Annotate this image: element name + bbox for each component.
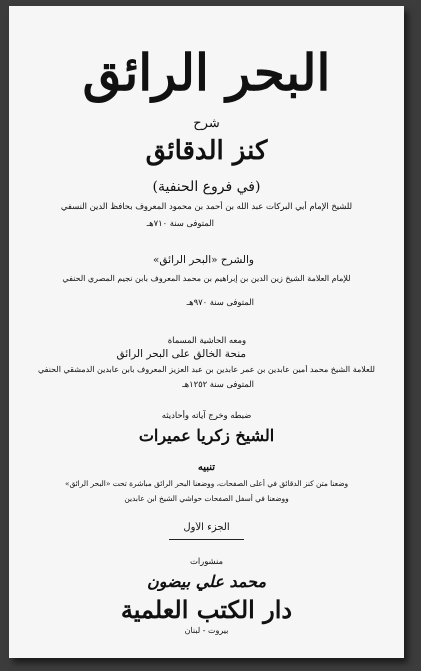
main-title: البحر الرائق — [82, 43, 331, 102]
glossator-death: المتوفى سنة ١٢٥٢هـ — [182, 379, 254, 389]
subject-line: (في فروع الحنفية) — [152, 179, 261, 195]
note-line-2: ووضعنا في أسفل الصفحات حواشي الشيخ ابن عابدين — [124, 494, 289, 503]
author-line: للشيخ الإمام أبي البركات عبد الله بن أحمد بن محمود المعروف بحافظ الدين النسفي — [60, 201, 353, 211]
kanz-title: كنز الدقائق — [145, 136, 268, 166]
volume-label: الجزء الأول — [183, 522, 230, 533]
press-city: بيروت - لبنان — [184, 626, 229, 635]
press-logo-text: دار الكتب العلمية — [120, 595, 293, 624]
note-label: تنبيه — [197, 462, 216, 473]
editor-label: ضبطه وخرج آياته وأحاديثه — [161, 410, 252, 420]
publisher-name: محمد علي بيضون — [146, 572, 267, 591]
commentator-line: للإمام العلامة الشيخ زين الدين بن إبراهيم بن محمد المعروف بابن نجيم المصري الحنفي — [62, 274, 351, 283]
volume-divider — [169, 539, 244, 540]
editor-name: الشيخ زكريا عميرات — [138, 426, 275, 445]
publisher-label: منشورات — [189, 556, 224, 566]
title-page — [9, 6, 404, 658]
commentary-title: والشرح «البحر الرائق» — [152, 254, 254, 266]
sharh-word: شرح — [193, 116, 220, 131]
author-death: المتوفى سنة ٧١٠هـ — [146, 218, 214, 228]
commentator-death: المتوفى سنة ٩٧٠هـ — [186, 297, 254, 307]
gloss-label: ومعه الحاشية المسماة — [167, 335, 246, 345]
note-line-1: وضعنا متن كنز الدقائق في أعلى الصفحات، ووضعنا البحر الرائق مباشرة تحت «البحر الرائق» — [64, 479, 349, 488]
gloss-title: منحة الخالق على البحر الرائق — [116, 348, 246, 360]
glossator-line: للعلامة الشيخ محمد أمين عابدين بن عمر عابدين بن عبد العزيز المعروف بابن عابدين الدمشقي الحنفي — [37, 365, 375, 374]
